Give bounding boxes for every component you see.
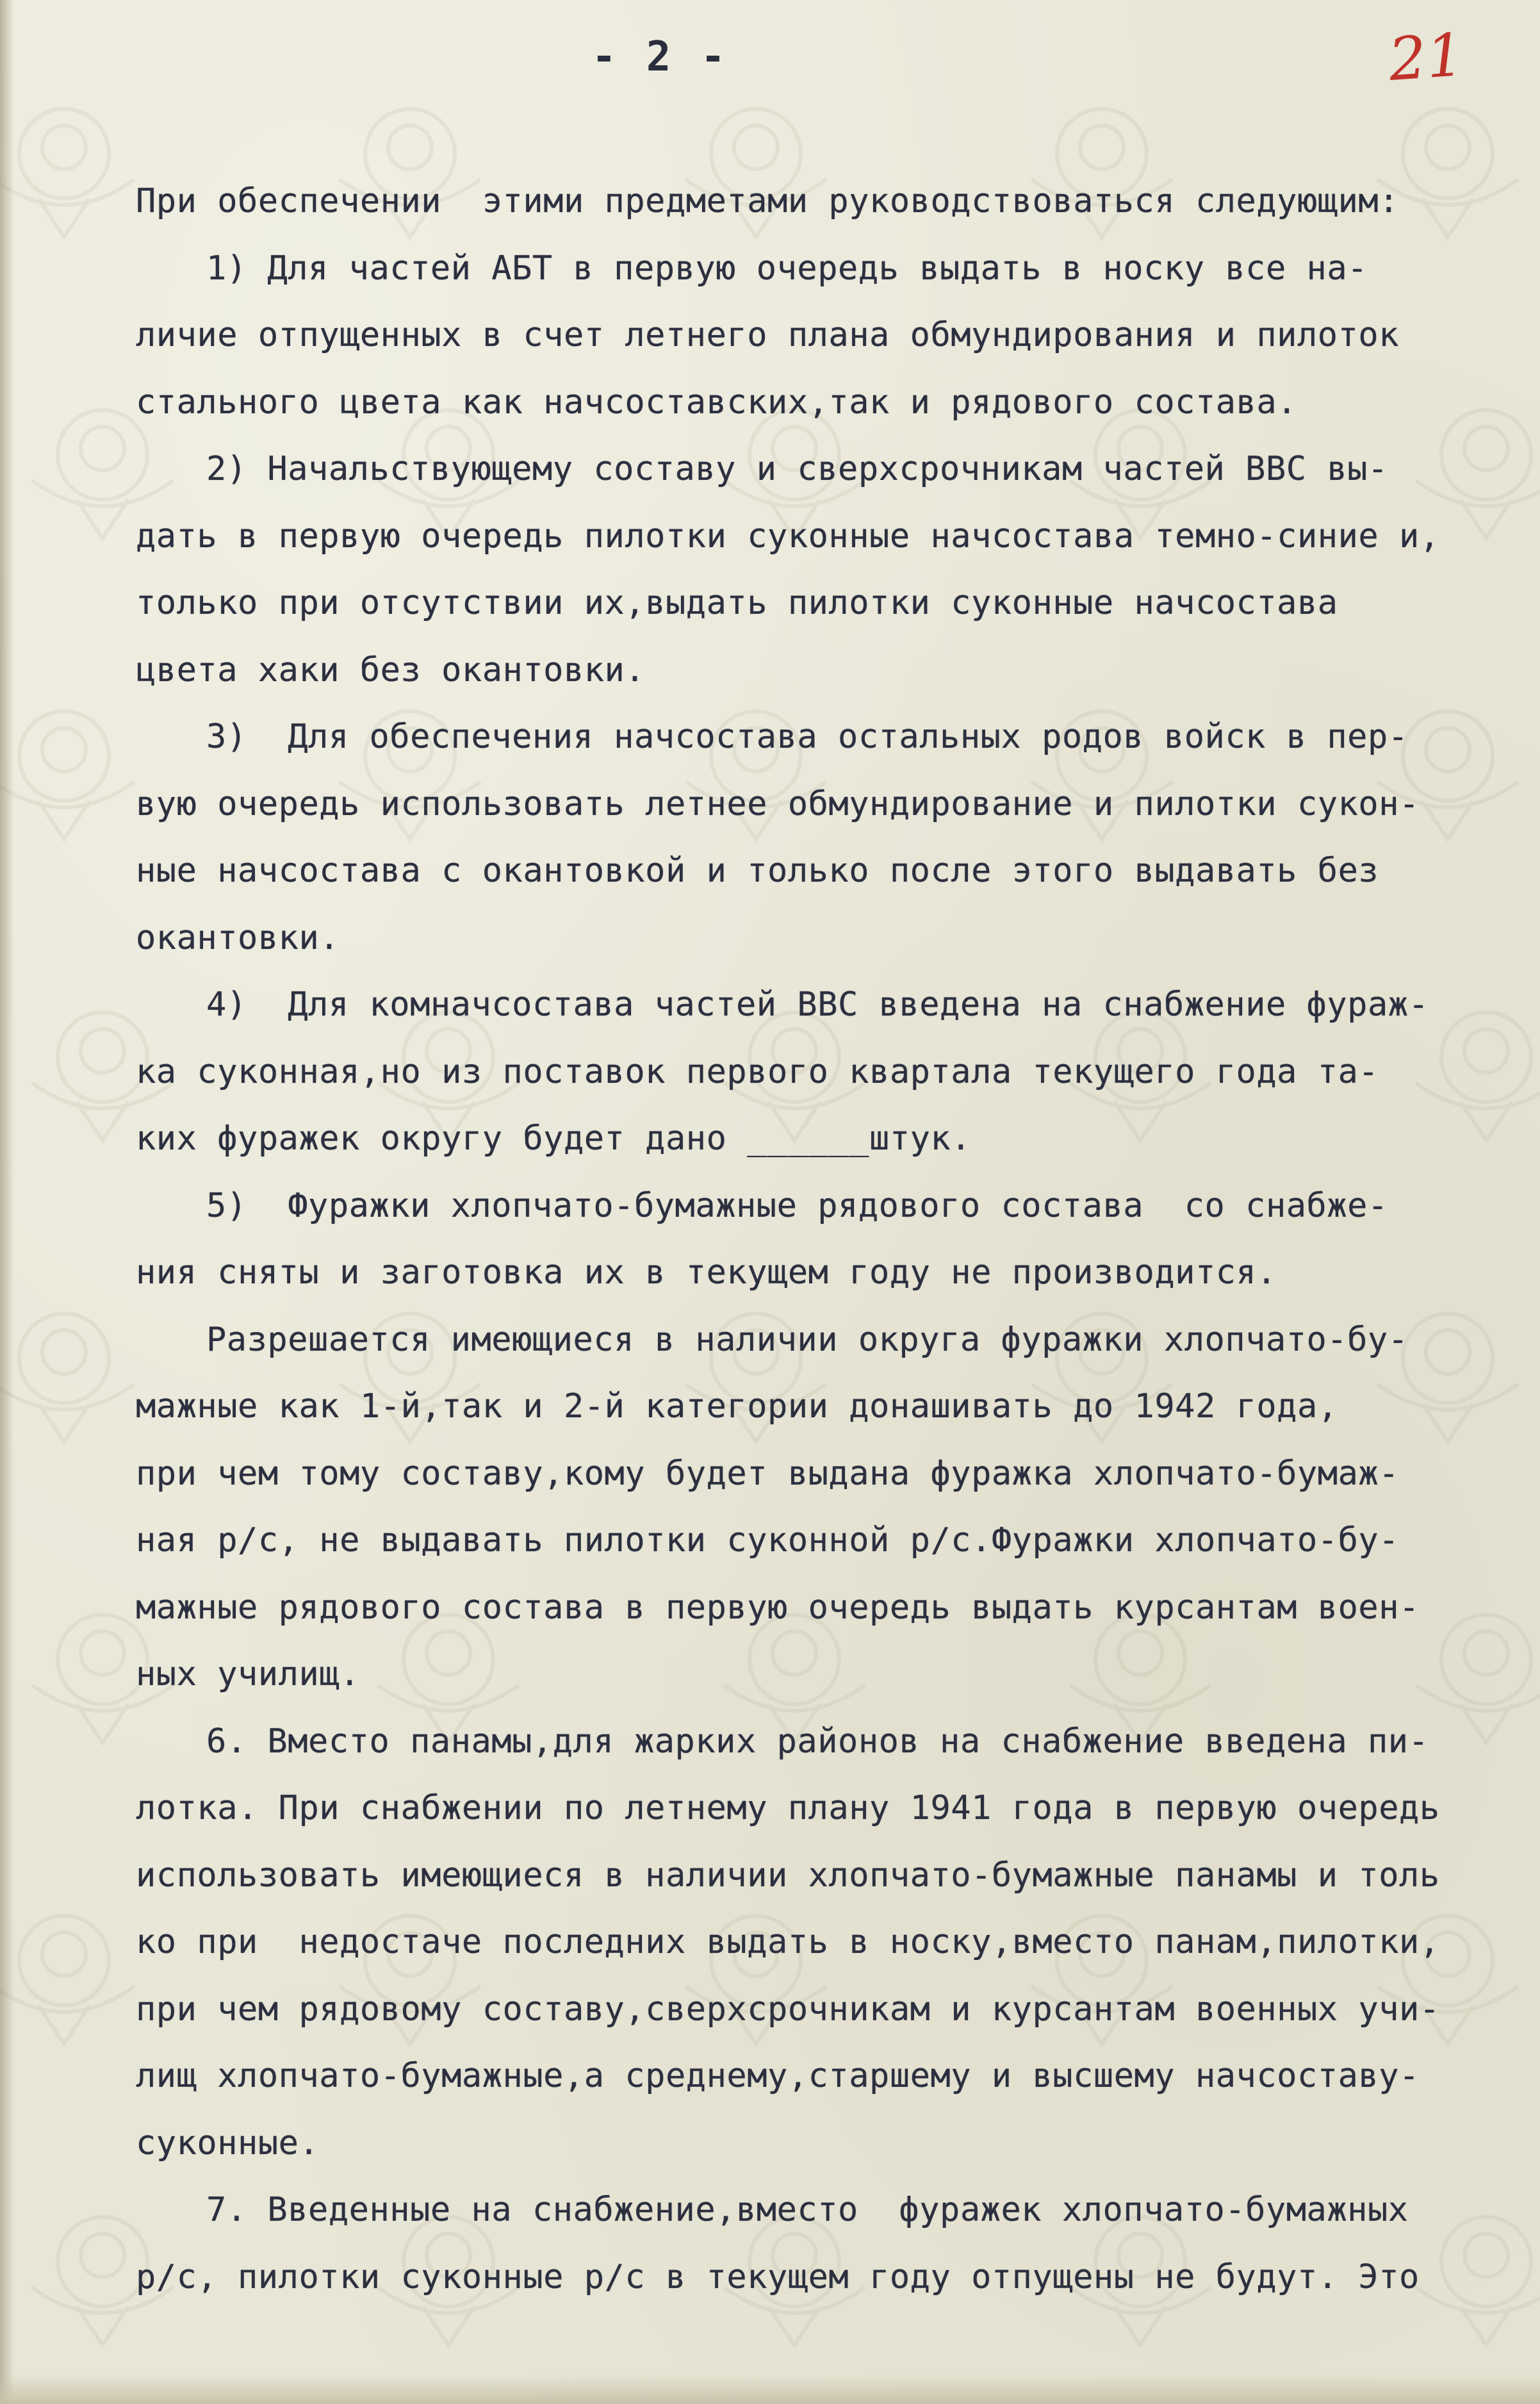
text-line: 1) Для частей АБТ в первую очередь выдать в носку все на-: [206, 249, 1368, 288]
text-line: ния сняты и заготовка их в текущем году не производится.: [136, 1253, 1277, 1292]
text-line: стального цвета как начсоставских,так и рядового состава.: [136, 383, 1297, 422]
text-line: при чем тому составу,кому будет выдана фуражка хлопчато-бумаж-: [136, 1454, 1400, 1493]
text-line: лотка. При снабжении по летнему плану 1941 года в первую очередь: [136, 1789, 1440, 1827]
text-line: мажные рядового состава в первую очередь выдать курсантам воен-: [136, 1588, 1420, 1627]
text-line: окантовки.: [136, 918, 340, 957]
page-bottom-edge: [0, 2375, 1540, 2404]
text-line: 5) Фуражки хлопчато-бумажные рядового состава со снабже-: [206, 1186, 1388, 1225]
text-line: суконные.: [136, 2123, 320, 2162]
text-line: ка суконная,но из поставок первого квартала текущего года та-: [136, 1052, 1379, 1091]
text-line: вую очередь использовать летнее обмундирование и пилотки сукон-: [136, 784, 1420, 823]
text-line: при чем рядовому составу,сверхсрочникам и курсантам военных учи-: [136, 1989, 1440, 2029]
text-line: использовать имеющиеся в наличии хлопчато-бумажные панамы и толь: [136, 1856, 1440, 1895]
page-left-edge: [0, 0, 14, 2404]
watermark-emblem-icon: [0, 711, 135, 839]
text-line: ных училищ.: [136, 1655, 360, 1693]
text-line: 4) Для комначсостава частей ВВС введена на снабжение фураж-: [206, 985, 1429, 1024]
text-line: ная р/с, не выдавать пилотки суконной р/с.Фуражки хлопчато-бу-: [136, 1521, 1400, 1560]
text-line: 3) Для обеспечения начсостава остальных родов войск в пер-: [206, 718, 1409, 756]
document-body: [136, 168, 1532, 2310]
text-line: Разрешается имеющиеся в наличии округа фуражки хлопчато-бу-: [206, 1320, 1409, 1359]
watermark-emblem-icon: [0, 1313, 135, 1442]
text-line: мажные как 1-й,так и 2-й категории донашивать до 1942 года,: [136, 1387, 1338, 1426]
text-line: 6. Вместо панамы,для жарких районов на снабжение введена пи-: [206, 1722, 1429, 1761]
watermark-emblem-icon: [0, 1916, 135, 2044]
text-line: 7. Введенные на снабжение,вместо фуражек хлопчато-бумажных: [206, 2191, 1409, 2229]
text-line: дать в первую очередь пилотки суконные начсостава темно-синие и,: [136, 516, 1440, 556]
text-line: ные начсостава с окантовкой и только после этого выдавать без: [136, 852, 1379, 890]
folio-number: 21: [1386, 21, 1466, 94]
page-number: - 2 -: [591, 33, 728, 81]
watermark-emblem-icon: [0, 109, 135, 237]
text-line: ких фуражек округу будет дано ______штук.: [136, 1119, 972, 1158]
text-line: цвета хаки без окантовки.: [136, 650, 646, 689]
text-line: личие отпущенных в счет летнего плана обмундирования и пилоток: [136, 316, 1400, 354]
text-line: р/с, пилотки суконные р/с в текущем году отпущены не будут. Это: [136, 2257, 1420, 2296]
text-line: 2) Начальствующему составу и сверхсрочникам частей ВВС вы-: [206, 450, 1388, 488]
text-line: только при отсутствии их,выдать пилотки суконные начсостава: [136, 584, 1338, 622]
text-line: ко при недостаче последних выдать в носку,вместо панам,пилотки,: [136, 1923, 1440, 1961]
text-line: лищ хлопчато-бумажные,а среднему,старшему и высшему начсоставу-: [136, 2057, 1420, 2095]
text-line: При обеспечении этими предметами руководствоваться следующим:: [136, 182, 1400, 220]
